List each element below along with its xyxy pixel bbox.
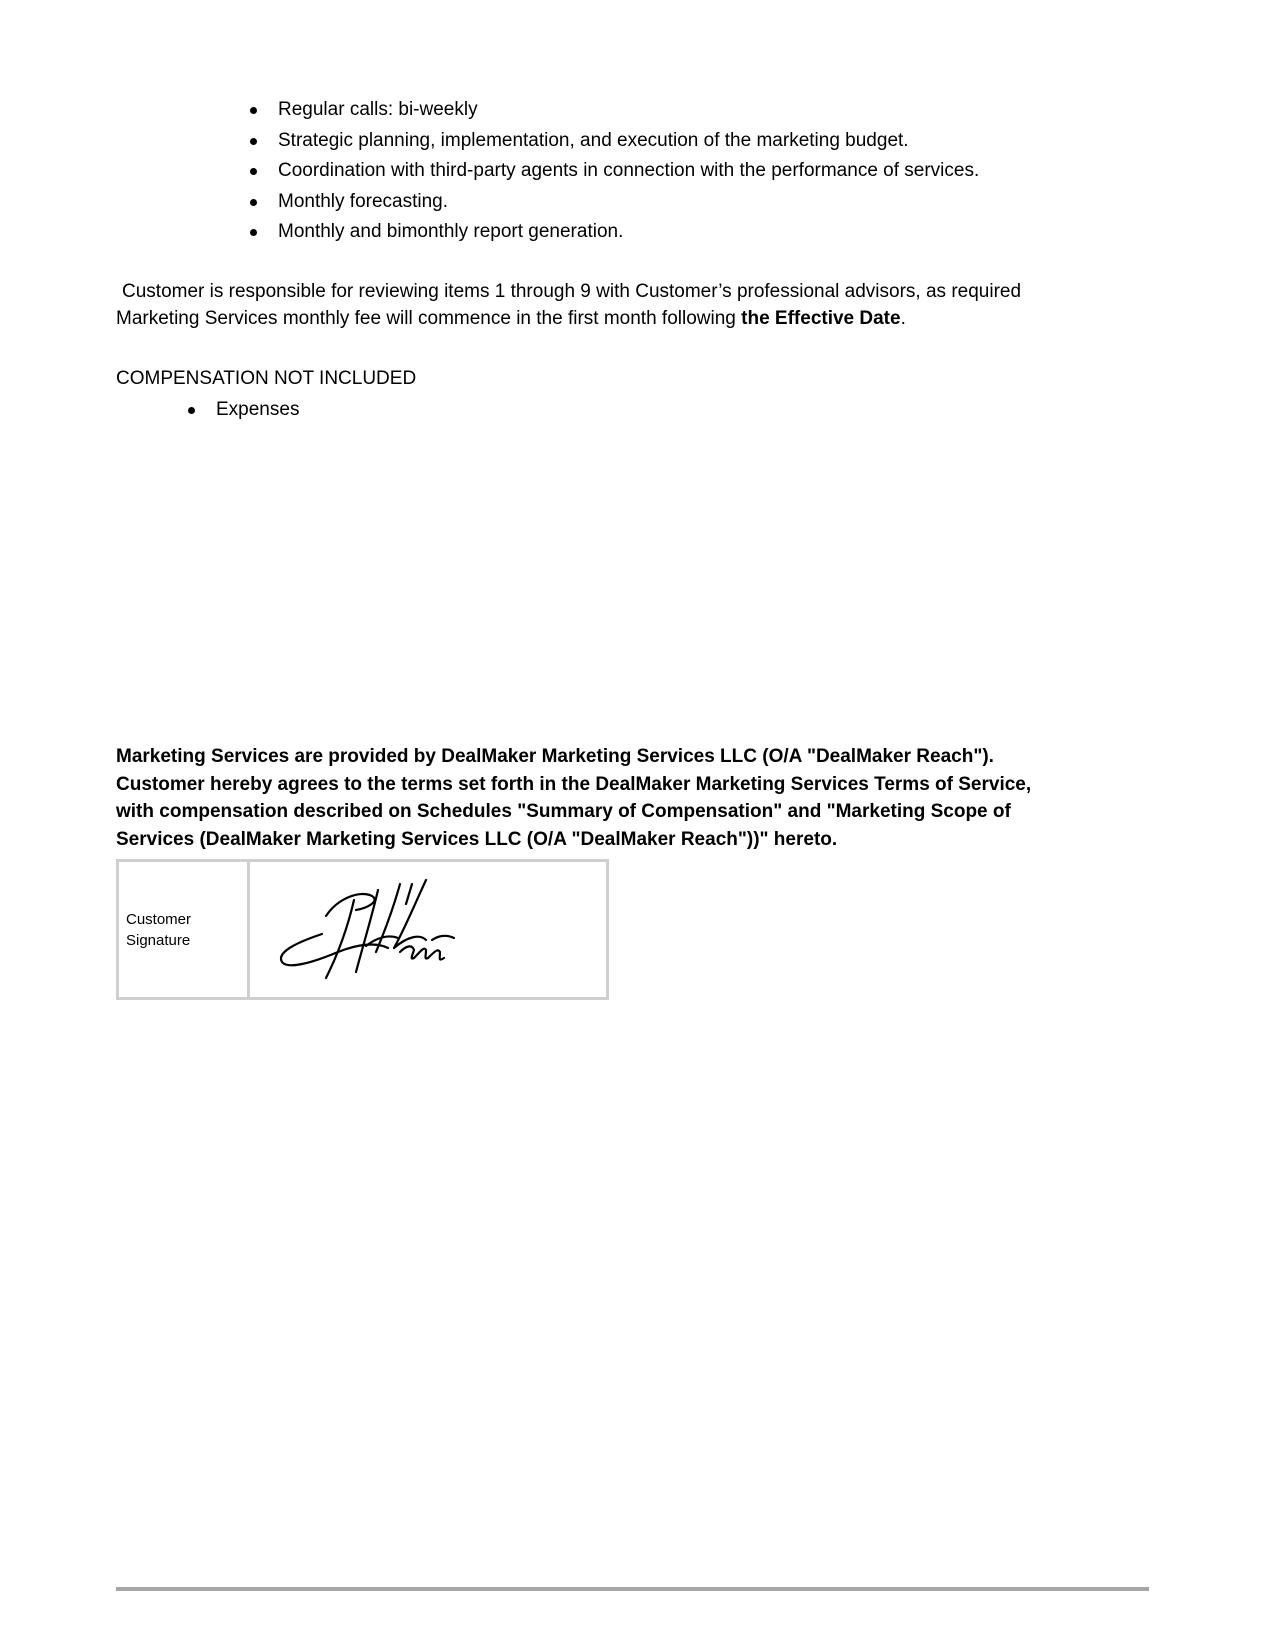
list-item-text: Expenses [216,399,300,420]
footer-divider [116,1587,1149,1591]
list-item [242,126,979,157]
list-item-text: Coordination with third-party agents in connection with the performance of services. [278,160,980,181]
signature-label-cell [119,862,250,997]
signature-label-line-1: Customer [126,910,192,928]
signature-cell [250,862,606,997]
list-item [180,395,299,425]
agreement-line-3: with compensation described on Schedules "Summary of Compensation" and "Marketing Scope of [116,801,1011,822]
list-item [242,156,979,187]
list-item-text: Regular calls: bi-weekly [278,99,478,120]
list-item [242,187,979,218]
agreement-line-2: Customer hereby agrees to the terms set forth in the DealMaker Marketing Services Terms of Service, [116,773,1032,795]
agreement-line-4: Services (DealMaker Marketing Services LLC (O/A "DealMaker Reach"))" hereto. [116,828,838,850]
compensation-not-included-heading: COMPENSATION NOT INCLUDED [116,368,417,389]
list-item [242,95,979,126]
fee-note-line-2-text: Marketing Services monthly fee will commence in the first month following [116,308,742,329]
agreement-line-1: Marketing Services are provided by DealMaker Marketing Services LLC (O/A "DealMaker Reach"). [116,746,994,767]
signature-table [116,859,609,1000]
list-item-text: Strategic planning, implementation, and execution of the marketing budget. [278,129,909,151]
agreement-paragraph [116,743,1186,853]
list-item-text: Monthly and bimonthly report generation. [278,221,624,242]
list-item [242,217,979,248]
bullet-icon [250,229,257,236]
compensation-not-included-list [180,395,299,425]
effective-date-text: the Effective Date [741,308,901,329]
fee-note-line-2 [116,305,1176,332]
fee-note-line-1: Customer is responsible for reviewing items 1 through 9 with Customer’s professional advisors, as required [122,281,1022,302]
bullet-icon [250,199,257,206]
signature-label [126,909,216,951]
bullet-icon [250,168,257,175]
fee-note-period: . [900,308,906,329]
bullet-icon [250,107,257,114]
handwritten-signature [268,876,468,986]
list-item-text: Monthly forecasting. [278,190,449,212]
bullet-icon [250,138,257,145]
services-list [242,95,979,248]
signature-label-line-2: Signature [126,931,191,949]
bullet-icon [188,407,195,414]
fee-note-paragraph [116,278,1176,332]
